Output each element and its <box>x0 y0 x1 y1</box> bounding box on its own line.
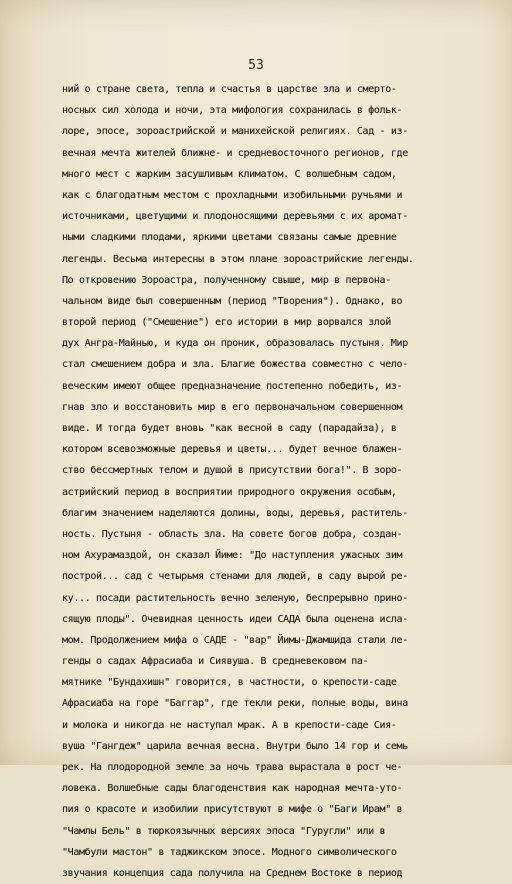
text-line: и молока и никогда не наступал мрак. А в крепости-саде Сия- <box>62 719 397 731</box>
text-line: генды о садах Афрасиаба и Сиявуша. В средневековом па- <box>62 656 369 668</box>
text-line: легенды. Весьма интересны в этом плане зороастрийские легенды. <box>62 253 414 265</box>
text-line: астрийский период в восприятии природного окружения особым, <box>62 486 397 498</box>
page-number: 53 <box>248 58 264 73</box>
text-line: ность. Пустыня - область зла. На совете богов добра, создан- <box>62 528 403 540</box>
text-line: виде. И тогда будет вновь "как весной в саду (парадайза), в <box>62 423 397 434</box>
text-line: построй... сад с четырьмя стенами для людей, в саду вырой ре- <box>62 571 408 583</box>
text-line: как с благодатным местом с прохладными изобильными ручьями и <box>62 189 403 201</box>
text-line: ными сладкими плодами, яркими цветами связаны самые древние <box>62 232 397 244</box>
text-line: Афрасиаба на горе "Баггар", где текли реки, полные воды, вина <box>62 698 408 710</box>
text-line: гнав зло и восстановить мир в его первоначальном совершенном <box>62 401 403 413</box>
text-line: дух Ангра-Майнью, и куда он проник, образовалась пустыня. Мир <box>62 338 408 350</box>
text-line: вечная мечта жителей ближне- и средневосточного регионов, где <box>62 147 408 159</box>
text-line: котором всевозможные деревья и цветы... будет вечное блажен- <box>62 444 403 456</box>
text-line: лоре, эпосе, зороастрийской и манихейской религиях. Сад - из- <box>62 126 408 138</box>
text-line: чальном виде был совершенным (период "Творения"). Однако, во <box>62 295 403 307</box>
text-line: ловека. Волшебные сады благоденствия как народная мечта-уто- <box>62 783 403 795</box>
text-line: ний о стране света, тепла и счастья в царстве зла и смерто- <box>62 84 397 95</box>
text-line: По откровению Зороастра, полученному свыше, мир в первона- <box>62 274 391 286</box>
text-line: вуша "Гангдеж" царила вечная весна. Внутри было 14 гор и семь <box>62 740 408 752</box>
text-line: ку... посади растительность вечно зеленую, беспрерывно прино- <box>62 592 408 604</box>
text-line: источниками, цветущими и плодоносящими деревьями с их аромат- <box>62 211 408 223</box>
text-line: мятнике "Бундахишн" говорится, в частности, о крепости-саде <box>62 677 397 689</box>
text-line: пия о красоте и изобилии присутствуют в мифе о "Баги Ирам" в <box>62 804 403 816</box>
text-line: второй период ("Смешение") его истории в мир ворвался злой <box>62 317 391 329</box>
text-line: "Чамбули мастон" в таджикском эпосе. Модного символического <box>62 846 397 858</box>
text-line: носных сил холода и ночи, эта мифология сохранилась в фольк- <box>62 105 403 117</box>
text-line: рек. На плодородной земле за ночь трава вырастала в рост че- <box>62 762 403 773</box>
text-line: стал смешением добра и зла. Благие божества совместно с чело- <box>62 359 408 371</box>
text-line: благим значением наделяются долины, воды, деревья, раститель- <box>62 507 408 519</box>
text-line: веческим имеют общее предназначение постепенно победить, из- <box>62 380 403 392</box>
text-line: звучания концепция сада получила на Среднем Востоке в период <box>62 867 403 879</box>
text-line: "Чамлы Бель" в тюркоязычных версиях эпоса "Гуругли" или в <box>62 825 386 837</box>
text-line: ство бессмертных телом и душой в присутствии бога!". В зоро- <box>62 465 403 477</box>
text-line: много мест с жарким засушливым климатом. С волшебным садом, <box>62 168 397 180</box>
text-line: мом. Продолжением мифа о САДЕ - "вар" Йимы-Джамшида стали ле- <box>62 634 408 646</box>
text-line: сящую плоды". Очевидная ценность идеи САДА была оценена исла- <box>62 613 408 625</box>
text-line: ном Ахурамаздой, он сказал Йиме: "До наступления ужасных зим <box>62 550 403 562</box>
body-text <box>62 79 487 884</box>
